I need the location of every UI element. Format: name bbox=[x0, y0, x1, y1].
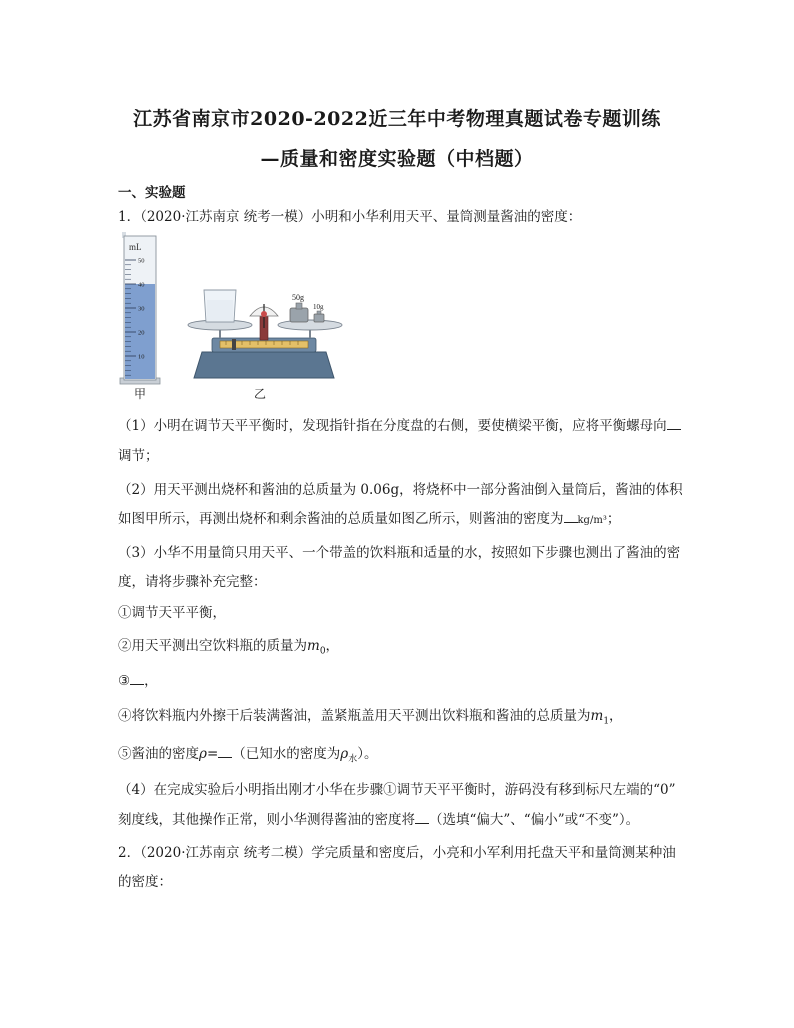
weight-10g bbox=[314, 314, 324, 322]
answer-blank bbox=[667, 417, 681, 430]
label-jia: 甲 bbox=[134, 387, 147, 401]
title-line-2: —质量和密度实验题（中档题） bbox=[260, 148, 534, 170]
q1-step1: ①调节天平平衡， bbox=[118, 605, 226, 621]
label-yi: 乙 bbox=[254, 387, 267, 401]
q1-stem: 1．（2020·江苏南京 统考一模）小明和小华利用天平、量筒测量酱油的密度： bbox=[118, 209, 582, 225]
weight-10g-label: 10g bbox=[313, 303, 324, 311]
q1-figure bbox=[116, 228, 356, 404]
q1-step3: ③ ， bbox=[118, 673, 158, 689]
q1-part2-cont: 如图甲所示，再测出烧杯和剩余酱油的总质量如图乙所示，则酱油的密度为 kg/m³； bbox=[118, 511, 621, 527]
cylinder-tick-label: 30 bbox=[138, 305, 145, 313]
weight-50g bbox=[290, 308, 308, 322]
rider bbox=[232, 339, 236, 350]
q1-part4-cont: 刻度线，其他操作正常，则小华测得酱油的密度将 （选填“偏大”、“偏小”或“不变”）。 bbox=[118, 812, 640, 828]
cylinder-tick-label: 40 bbox=[138, 281, 145, 289]
section-heading: 一、实验题 bbox=[118, 185, 186, 201]
q2-stem-cont: 的密度： bbox=[118, 874, 172, 890]
balance bbox=[188, 290, 342, 378]
q2-stem: 2．（2020·江苏南京 统考二模）学完质量和密度后，小亮和小军利用托盘天平和量筒测某种油 bbox=[118, 845, 676, 861]
q1-step4: ④将饮料瓶内外擦干后装满酱油，盖紧瓶盖用天平测出饮料瓶和酱油的总质量为$m_1$， bbox=[118, 708, 623, 727]
graduated-cylinder bbox=[120, 232, 160, 384]
cylinder-tick-label: 20 bbox=[138, 329, 145, 337]
cylinder-tick-label: 50 bbox=[138, 257, 145, 265]
answer-blank bbox=[564, 510, 578, 523]
q1-part1: （1）小明在调节天平平衡时，发现指针指在分度盘的右侧，要使横梁平衡，应将平衡螺母向 bbox=[118, 414, 681, 434]
right-pan bbox=[278, 320, 342, 330]
q1-step5: ⑤酱油的密度ρ= （已知水的密度为$\rho_水$）。 bbox=[118, 746, 378, 765]
cylinder-unit-label: mL bbox=[129, 242, 142, 252]
answer-blank bbox=[130, 672, 144, 685]
q1-part1-cont: 调节； bbox=[118, 448, 159, 464]
q1-part4: （4）在完成实验后小明指出刚才小华在步骤①调节天平平衡时，游码没有移到标尺左端的“0” bbox=[118, 782, 676, 798]
cylinder-tick-label: 10 bbox=[138, 353, 145, 361]
q1-part3-cont: 度，请将步骤补充完整： bbox=[118, 574, 267, 590]
weight-50g-label: 50g bbox=[292, 293, 304, 302]
answer-blank bbox=[415, 811, 429, 824]
answer-blank bbox=[218, 745, 232, 758]
q1-part2: （2）用天平测出烧杯和酱油的总质量为 0.06g，将烧杯中一部分酱油倒入量筒后，酱油的体积 bbox=[118, 482, 683, 498]
title-line-1: 江苏省南京市2020-2022近三年中考物理真题试卷专题训练 bbox=[133, 108, 661, 130]
q1-step2: ②用天平测出空饮料瓶的质量为$m_0$， bbox=[118, 638, 340, 657]
q1-part3: （3）小华不用量筒只用天平、一个带盖的饮料瓶和适量的水，按照如下步骤也测出了酱油的密 bbox=[118, 545, 681, 561]
